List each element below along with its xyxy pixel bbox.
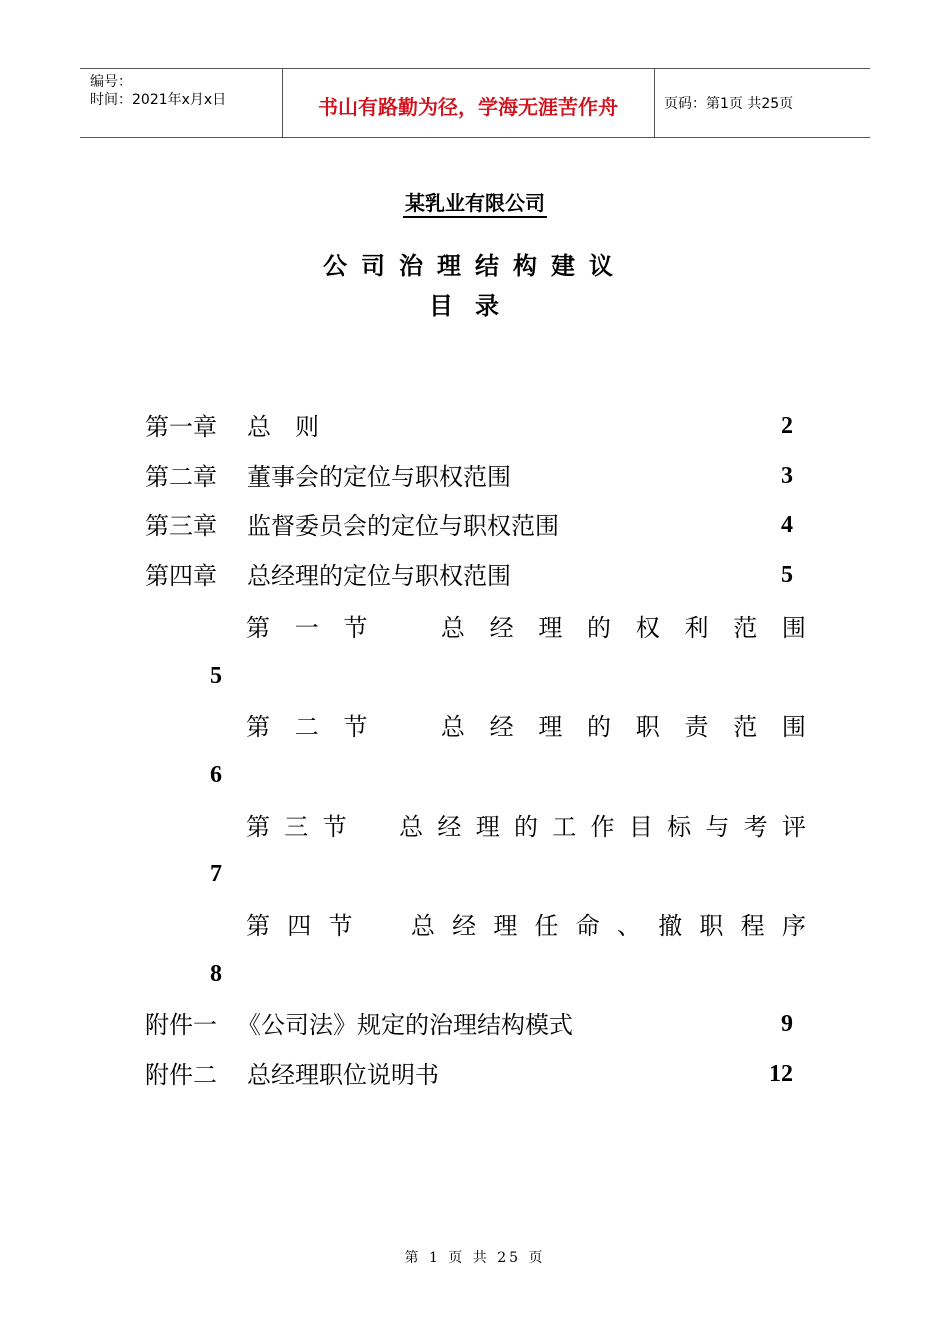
toc-section-char: 的 bbox=[587, 614, 612, 642]
toc-section-char: 三 bbox=[284, 813, 309, 841]
toc-section-char: 序 bbox=[781, 912, 806, 940]
toc-section-char: 总 bbox=[440, 614, 465, 642]
toc-entry-label: 第三章 bbox=[145, 512, 217, 540]
toc-section-char: 目 bbox=[628, 813, 653, 841]
toc-section-char: 与 bbox=[705, 813, 730, 841]
toc-section-char: 任 bbox=[534, 912, 559, 940]
toc-section-char: 总 bbox=[410, 912, 435, 940]
toc-section-char: 范 bbox=[733, 614, 758, 642]
toc-section-char: 节 bbox=[343, 614, 368, 642]
toc-section-char: 作 bbox=[590, 813, 615, 841]
page-footer: 第 1 页 共 25 页 bbox=[404, 1250, 546, 1266]
toc-section-char: 范 bbox=[733, 713, 758, 741]
toc-section-char: 撤 bbox=[658, 912, 683, 940]
toc-entry-page: 4 bbox=[781, 512, 793, 538]
toc-section-char: 理 bbox=[475, 813, 500, 841]
toc-section-char: 理 bbox=[538, 713, 563, 741]
header-meta bbox=[90, 73, 226, 109]
toc-section-char: 围 bbox=[781, 614, 806, 642]
header-motto: 书山有路勤为径，学海无涯苦作舟 bbox=[318, 95, 618, 119]
toc-section-char: 程 bbox=[740, 912, 765, 940]
toc-section-char: 二 bbox=[294, 713, 319, 741]
toc-entry-page: 6 bbox=[210, 762, 222, 788]
toc-section-char: 第 bbox=[246, 912, 270, 940]
toc-entry-page: 5 bbox=[781, 562, 793, 588]
toc-section-char: 利 bbox=[684, 614, 709, 642]
toc-section-char: 理 bbox=[493, 912, 518, 940]
toc-heading: 目录 bbox=[429, 291, 521, 320]
toc-section-gap bbox=[361, 812, 385, 842]
toc-entry-label: 第一章 bbox=[145, 413, 217, 441]
toc-section-char: 总 bbox=[440, 713, 465, 741]
toc-section-char: 经 bbox=[437, 813, 462, 841]
toc-section-char: 第 bbox=[246, 813, 270, 841]
toc-section-gap bbox=[392, 613, 416, 643]
toc-entry-page: 5 bbox=[210, 663, 222, 689]
toc-entry-text: 董事会的定位与职权范围 bbox=[247, 463, 511, 491]
toc-section-char: 总 bbox=[399, 813, 424, 841]
header-page-info: 页码：第1页 共25页 bbox=[664, 96, 794, 112]
toc-section-char: 职 bbox=[635, 713, 660, 741]
toc-section-char: 考 bbox=[743, 813, 768, 841]
toc-entry-page: 2 bbox=[781, 413, 793, 439]
toc-section-char: 的 bbox=[587, 713, 612, 741]
toc-section-char: 四 bbox=[287, 912, 312, 940]
toc-section-char: 命 bbox=[575, 912, 600, 940]
toc-entry-label: 附件二 bbox=[145, 1061, 217, 1089]
toc-section-gap bbox=[392, 712, 416, 742]
toc-entry-page: 3 bbox=[781, 463, 793, 489]
toc-entry-section-2[interactable] bbox=[246, 712, 806, 742]
toc-section-char: 节 bbox=[343, 713, 368, 741]
toc-section-char: 一 bbox=[294, 614, 319, 642]
toc-section-char: 经 bbox=[452, 912, 477, 940]
toc-section-char: 理 bbox=[538, 614, 563, 642]
page-header bbox=[80, 68, 870, 138]
toc-entry-page: 9 bbox=[781, 1011, 793, 1037]
toc-entry-text: 总 则 bbox=[247, 413, 319, 441]
toc-section-gap bbox=[370, 911, 394, 941]
header-time-label: 时间：2021年x月x日 bbox=[90, 92, 227, 108]
toc-section-char: 职 bbox=[699, 912, 724, 940]
toc-section-char: 权 bbox=[635, 614, 660, 642]
toc-entry-text: 总经理职位说明书 bbox=[247, 1061, 439, 1089]
toc-entry-section-3[interactable] bbox=[246, 812, 806, 842]
company-name: 某乳业有限公司 bbox=[0, 187, 950, 216]
toc-entry-page: 7 bbox=[210, 861, 222, 887]
header-number-label: 编号： bbox=[90, 74, 132, 90]
toc-entry-label: 第二章 bbox=[145, 463, 217, 491]
toc-section-char: 标 bbox=[667, 813, 692, 841]
toc-section-char: 、 bbox=[616, 912, 641, 940]
toc-section-char: 经 bbox=[489, 614, 514, 642]
toc-section-char: 责 bbox=[684, 713, 709, 741]
header-divider bbox=[654, 69, 655, 137]
toc-section-char: 经 bbox=[489, 713, 514, 741]
toc-section-char: 节 bbox=[322, 813, 347, 841]
toc-entry-label: 附件一 bbox=[145, 1011, 217, 1039]
toc-entry-text: 《公司法》规定的治理结构模式 bbox=[237, 1011, 573, 1039]
toc-section-char: 评 bbox=[781, 813, 806, 841]
toc-entry-section-1[interactable] bbox=[246, 613, 806, 643]
toc-section-char: 节 bbox=[328, 912, 353, 940]
toc-entry-page: 12 bbox=[769, 1061, 793, 1087]
toc-entry-label: 第四章 bbox=[145, 562, 217, 590]
toc-section-char: 第 bbox=[246, 713, 270, 741]
toc-entry-text: 总经理的定位与职权范围 bbox=[247, 562, 511, 590]
toc-section-char: 工 bbox=[552, 813, 577, 841]
toc-entry-section-4[interactable] bbox=[246, 911, 806, 941]
toc-entry-text: 监督委员会的定位与职权范围 bbox=[247, 512, 559, 540]
toc-section-char: 围 bbox=[781, 713, 806, 741]
toc-section-char: 第 bbox=[246, 614, 270, 642]
toc-entry-page: 8 bbox=[210, 961, 222, 987]
toc-section-char: 的 bbox=[513, 813, 538, 841]
document-title: 公司治理结构建议 bbox=[323, 251, 627, 280]
